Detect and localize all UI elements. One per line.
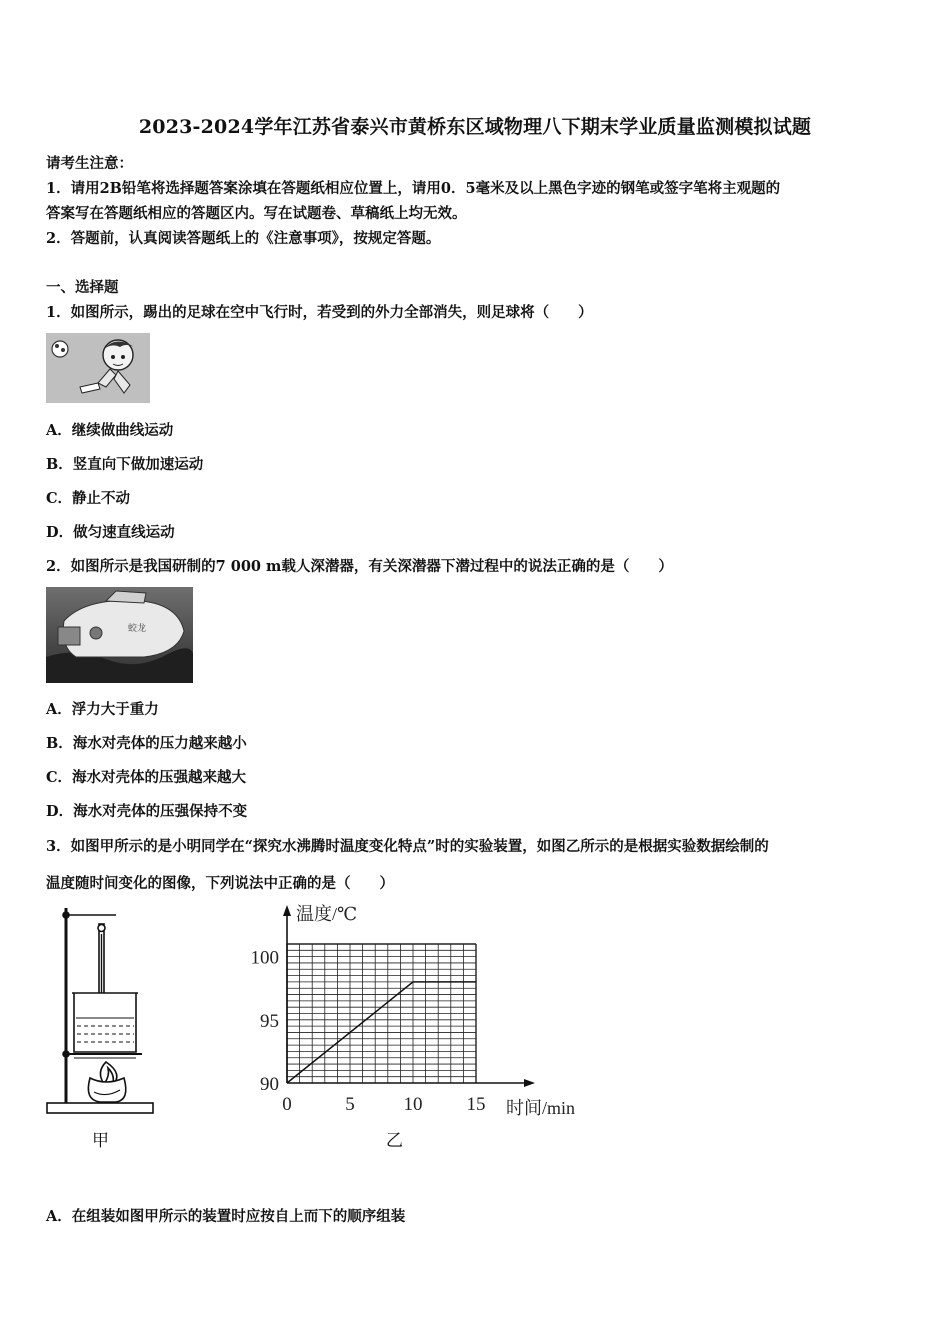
chart-y-tick-label: 100 [250,947,279,969]
chart-y-axis-arrow [283,905,291,916]
page-title: 2023-2024学年江苏省泰兴市黄桥东区域物理八下期末学业质量监测模拟试题 [138,116,812,138]
notice-item-2: 2．答题前，认真阅读答题纸上的《注意事项》，按规定答题。 [46,230,441,247]
chart-x-tick-label: 0 [282,1094,292,1115]
q3-fig-jia-caption: 甲 [92,1131,109,1151]
q3-stem-line-2: 温度随时间变化的图像，下列说法中正确的是（ ） [46,875,394,892]
q2-option-b: B．海水对壳体的压力越来越小 [46,735,247,752]
chart-x-axis-label: 时间/min [506,1098,576,1118]
q2-option-d: D．海水对壳体的压强保持不变 [46,803,248,820]
notice-item-1-line-2: 答案写在答题纸相应的答题区内。写在试题卷、草稿纸上均无效。 [46,205,467,222]
q3-figure-yi-chart [236,900,606,1125]
q3-fig-yi-caption: 乙 [386,1131,403,1151]
q2-option-c: C．海水对壳体的压强越来越大 [46,769,247,786]
q3-figure-jia-apparatus [44,900,160,1155]
q1-option-a: A．继续做曲线运动 [46,422,174,439]
q1-stem: 1．如图所示，踢出的足球在空中飞行时，若受到的外力全部消失，则足球将（ ） [46,304,593,321]
chart-y-axis-label: 温度/℃ [296,904,358,924]
q2-stem: 2．如图所示是我国研制的7 000 m载人深潜器，有关深潜器下潜过程中的说法正确的是（ ） [46,558,673,575]
q3-option-a: A．在组装如图甲所示的装置时应按自上而下的顺序组装 [46,1208,406,1225]
q1-figure-kicking-mascot [46,333,150,403]
chart-x-axis-arrow [524,1079,535,1087]
q1-option-c: C．静止不动 [46,490,131,507]
q2-figure-submersible-photo [46,587,193,683]
chart-y-tick-label: 95 [260,1010,279,1032]
chart-x-tick-label: 10 [403,1094,423,1115]
notice-heading: 请考生注意： [46,155,133,172]
chart-x-tick-label: 5 [345,1094,355,1115]
q3-stem-line-1: 3．如图甲所示的是小明同学在“探究水沸腾时温度变化特点”时的实验装置，如图乙所示的是根据实验数据绘制的 [46,838,769,855]
chart-y-tick-label: 90 [260,1074,279,1095]
q1-option-b: B．竖直向下做加速运动 [46,456,204,473]
notice-item-1-line-1: 1．请用2B铅笔将选择题答案涂填在答题纸相应位置上，请用0．5毫米及以上黑色字迹的钢笔或签字笔将主观题的 [46,180,781,197]
q2-option-a: A．浮力大于重力 [46,701,159,718]
q1-option-d: D．做匀速直线运动 [46,524,175,541]
chart-x-tick-label: 15 [466,1094,486,1115]
section-heading: 一、选择题 [46,279,119,296]
svg-text:蛟龙: 蛟龙 [128,623,147,633]
